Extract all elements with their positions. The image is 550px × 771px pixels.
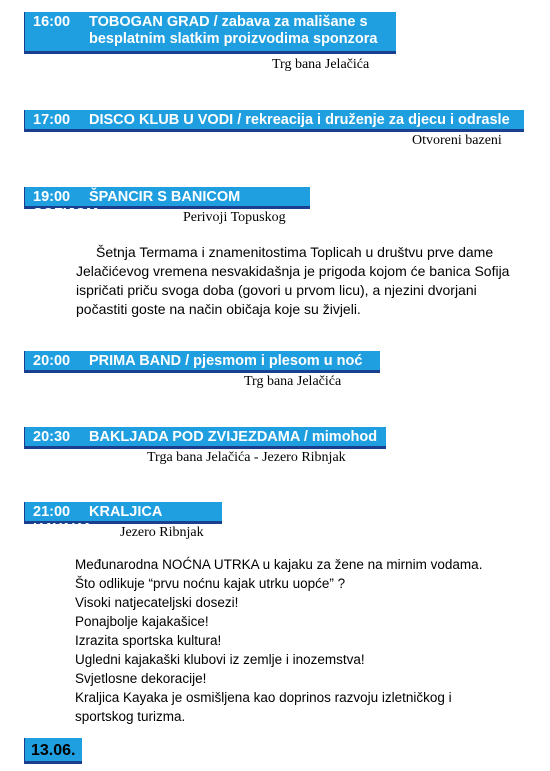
event-header-1600 xyxy=(24,12,396,54)
event-title: BAKLJADA POD ZVIJEZDAMA / mimohod xyxy=(89,429,378,445)
description-line: Jelačićevog vremena nesvakidašnja je prigoda kojom će banica Sofija xyxy=(76,263,510,279)
event-header-1700 xyxy=(24,110,524,132)
description-line: Ugledni kajakaški klubovi iz zemlje i inozemstva! xyxy=(75,652,365,667)
event-location: Perivoji Topuskog xyxy=(183,210,286,225)
event-description xyxy=(75,555,482,726)
event-location: Jezero Ribnjak xyxy=(120,525,204,540)
date-header: 13.06. xyxy=(24,738,82,764)
description-line: Šetnja Termama i znamenitostima Toplicah u društvu prve dame xyxy=(96,244,494,260)
event-time: 20:00 xyxy=(33,353,71,369)
description-line: Što odlikuje “prvu noćnu kajak utrku uopće” ? xyxy=(75,576,346,591)
event-description xyxy=(76,243,509,319)
event-time: 16:00 xyxy=(33,14,71,30)
event-title: KRALJICA KAYAKA xyxy=(33,504,162,537)
event-time: 19:00 xyxy=(33,189,71,205)
event-location: Trga bana Jelačića - Jezero Ribnjak xyxy=(147,450,346,465)
description-line: Visoki natjecateljski dosezi! xyxy=(75,595,239,610)
event-title-continued: besplatnim slatkim proizvodima sponzora xyxy=(89,31,378,47)
event-header-2000 xyxy=(24,351,380,373)
event-time: 21:00 xyxy=(33,504,71,520)
event-time: 20:30 xyxy=(33,429,71,445)
description-line: Ponajbolje kajakašice! xyxy=(75,614,209,629)
event-header-2030 xyxy=(24,427,386,449)
event-title: ŠPANCIR S BANICOM SOFIJOM xyxy=(33,189,241,222)
description-line: sportskog turizma. xyxy=(75,709,186,724)
event-location: Otvoreni bazeni xyxy=(412,133,502,148)
description-line: Kraljica Kayaka je osmišljena kao doprinos razvoju izletničkog i xyxy=(75,690,452,705)
event-time: 17:00 xyxy=(33,112,71,128)
description-line: počastiti goste na način običaja koje su živjeli. xyxy=(76,301,361,317)
description-line: Svjetlosne dekoracije! xyxy=(75,671,207,686)
description-line: ispričati priču svoga doba (govori u prvom licu), a njezini dvorjani xyxy=(76,282,477,298)
event-location: Trg bana Jelačića xyxy=(244,374,342,389)
event-title: DISCO KLUB U VODI / rekreacija i druženje za djecu i odrasle xyxy=(89,112,510,128)
event-title: PRIMA BAND / pjesmom i plesom u noć xyxy=(89,353,363,369)
description-line: Međunarodna NOĆNA UTRKA u kajaku za žene na mirnim vodama. xyxy=(75,557,483,572)
description-line: Izrazita sportska kultura! xyxy=(75,633,222,648)
event-title: TOBOGAN GRAD / zabava za mališane s xyxy=(89,14,368,30)
event-location: Trg bana Jelačića xyxy=(272,57,370,72)
